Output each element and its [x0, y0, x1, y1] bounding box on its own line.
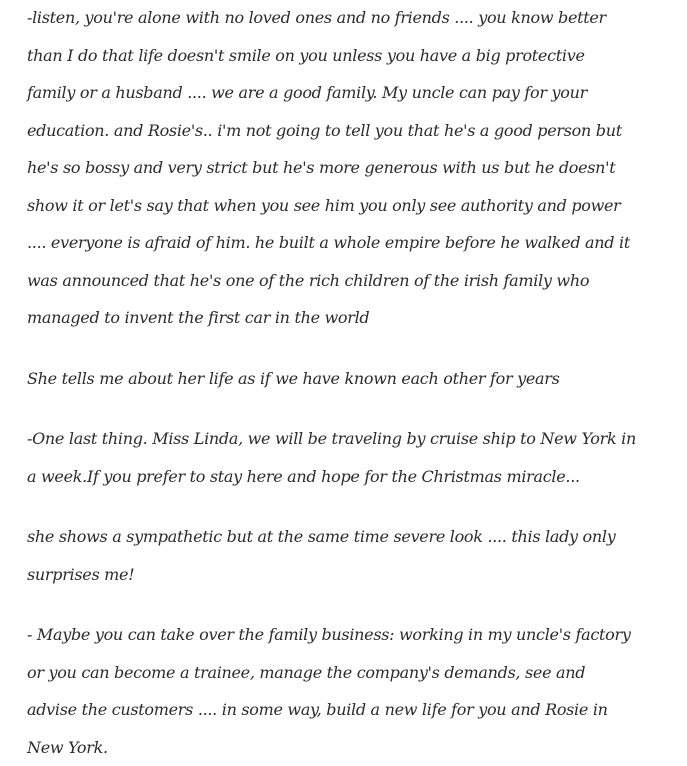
paragraph-narration-life: She tells me about her life as if we have known each other for years — [27, 368, 560, 388]
paragraph-narration-look: she shows a sympathetic but at the same time severe look .... this lady only surprises me! — [27, 527, 616, 584]
paragraph-cruise-ship: -One last thing. Miss Linda, we will be traveling by cruise ship to New York in a week.If you prefer to stay here and hope for the Christmas miracle... — [27, 429, 636, 486]
paragraph-family-business: - Maybe you can take over the family business: working in my uncle's factory or you can become a trainee, manage the company's demands, see and advise the customers .... in some way, build a new life for you and Rosie in New York. — [27, 625, 631, 757]
story-text — [27, 0, 637, 766]
paragraph-uncle-description: -listen, you're alone with no loved ones and no friends .... you know better than I do that life doesn't smile on you unless you have a big protective family or a husband .... we are a good family. My uncle can pay for your education. and Rosie's.. i'm not going to tell you that he's a good person but he's so bossy and very strict but he's more generous with us but he doesn't show it or let's say that when you see him you only see authority and power .... everyone is afraid of him. he built a whole empire before he walked and it was announced that he's one of the rich children of the irish family who managed to invent the first car in the world — [27, 8, 630, 327]
